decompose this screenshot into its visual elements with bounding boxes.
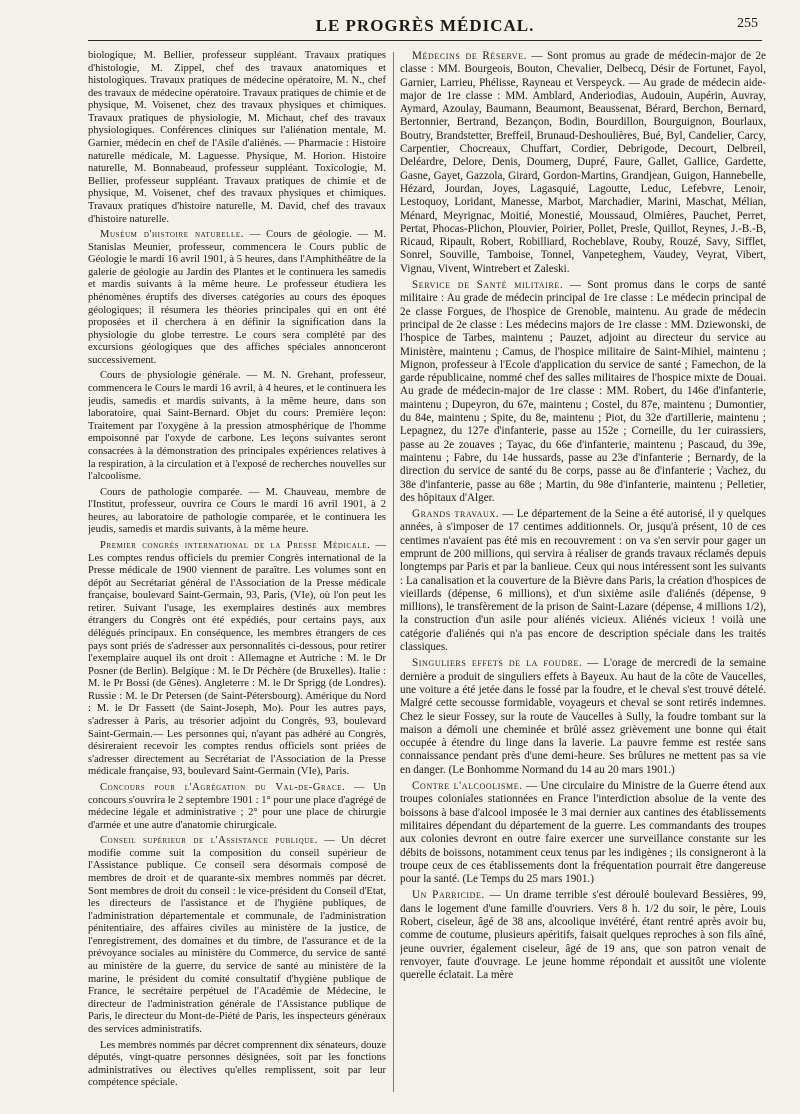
section-heading: Muséum d'histoire naturelle. bbox=[100, 229, 245, 241]
section-heading: Un Parricide. bbox=[412, 889, 485, 902]
article-paragraph: Grands travaux. — Le département de la Seine a été autorisé, il y quelques années, à s'imposer de 17 centimes additionnels. Or, jusqu'à présent, 10 de ces centimes n'avaient pas été mis en recouvrement : on va s'en servir pour gager un emprunt de 200 millions, qui servira à réaliser de grands travaux réclamés depuis longtemps par Paris et par la banlieue. Ceux qui nous intéressent sont les suivants : La canalisation et la couverture de la Bièvre dans Paris, la création d'hospices de vieillards (dépense, 6 millions), et d'un sixième asile d'aliénés (dépense, 9 millions), le transfèrement de la prison de Saint-Lazare (dépense, 4 millions 1/2), la construction d'un asile pour aliénés vicieux. Aliénés vicieux ! voilà une catégorie d'aliénés qui n'a pas encore de description spéciale dans les traités classiques. bbox=[400, 508, 766, 654]
article-paragraph: Premier congrès international de la Presse Médicale. — Les comptes rendus officiels du premier Congrès international de la Presse médicale de 1900 viennent de paraître. Les volumes sont en dépôt au Secrétariat général de l'Association de la Presse médicale française, boulevard Saint-Germain, 93, Paris, (VIe), où l'on peut les retirer. Suivant l'usage, les exemplaires destinés aux membres étrangers du Congrès ont été expédiés, pour certains pays, aux délégués principaux. En conséquence, les membres étrangers de ces pays sont priés de s'adresser aux personnalités ci-dessous, pour retirer l'exemplaire auquel ils ont droit : Allemagne et Autriche : M. le Dr Posner (de Berlin). Belgique : M. le Dr Péchère (de Bruxelles). Italie : M. le Pr Bossi (de Gênes). Angleterre : M. le Dr Sprigg (de Londres). Russie : M. le Dr Petersen (de Saint-Pétersbourg). Amérique du Nord : M. le Dr Fassett (de Saint-Joseph, Mo). Pour les autres pays, s'adresser à Paris, au trésorier adjoint du Congrès, 93, boulevard Saint-Germain.— Les personnes qui, n'ayant pas adhéré au Congrès, désireraient recevoir les comptes rendus officiels sont priées de s'adresser directement au Secrétariat de l'Association de la Presse médicale française, 93, boulevard Saint-Germain (VIe), Paris. bbox=[88, 539, 386, 778]
section-heading: Conseil supérieur de l'Assistance publique. bbox=[100, 835, 319, 847]
section-heading: Grands travaux. bbox=[412, 508, 500, 521]
column-divider bbox=[393, 52, 394, 1092]
section-heading: Service de Santé militaire. bbox=[412, 279, 564, 292]
article-paragraph: Muséum d'histoire naturelle. — Cours de géologie. — M. Stanislas Meunier, professeur, commencera le Cours public de Géologie le mardi 16 avril 1901, à 5 heures, dans l'Amphithéâtre de la galerie de géologie au Jardin des Plantes et le continuera les samedis et mardis suivants à la même heure. Le professeur étudiera les phénomènes éruptifs des diverses catégories au cours des époques géologiques; il résumera les théories principales qui en ont été proposées et il cherchera à en définir la signification dans la physiologie du globe terrestre. Le cours sera complété par des excursions géologiques que des affiches spéciales annonceront successivement. bbox=[88, 229, 386, 366]
article-paragraph: Contre l'alcoolisme. — Une circulaire du Ministre de la Guerre étend aux troupes coloniales stationnées en France l'interdiction absolue de la vente des boissons à base d'alcool imposée le 3 mai dernier aux cantines des établissements militaires dépendant du département de la guerre. Les commandants des troupes aux colonies devront en outre faire exercer une surveillance constante sur les débits de boissons, notamment ceux tenus par les indigènes ; ils consigneront à la troupe ceux de ces établissements dont la fréquentation pourrait être dangereuse pour la santé. (Le Temps du 25 mars 1901.) bbox=[400, 780, 766, 886]
article-paragraph: Cours de physiologie générale. — M. N. Grehant, professeur, commencera le Cours le mardi 16 avril, à 4 heures, et le continuera les jeudis, samedis et mardis suivants, à la même heure, dans son laboratoire, quai Saint-Bernard. Objet du cours: Première leçon: Traitement par l'oxygène à la pression atmosphérique de l'homme empoisonné par l'oxyde de carbone. Les leçons suivantes seront consacrées à la démonstration des principales expériences relatives à la respiration, à la circulation et à l'exposé de recherches nouvelles sur l'alcoolisme. bbox=[88, 370, 386, 483]
article-paragraph: Singuliers effets de la foudre. — L'orage de mercredi de la semaine dernière a produit de singuliers effets à Bayeux. Au haut de la côte de Vaucelles, une voiture a été jetée dans le fossé par la foudre, et le cheval s'est trouvé dételé. Malgré cette secousse formidable, voyageurs et cheval se sont retirés indemnes. Chez le sieur Fossey, sur la route de Vaucelles à Sully, la foudre tombant sur la maison a démoli une cheminée et brûlé assez grièvement une bonne qui était occupée à étendre du linge dans la laverie. La pauvre femme est restée sans connaissance pendant près d'une demi-heure. Ses brûlures ne mettent pas sa vie en danger. (Le Bonhomme Normand du 14 au 20 mars 1901.) bbox=[400, 657, 766, 776]
section-heading: Premier congrès international de la Presse Médicale. bbox=[100, 539, 371, 551]
article-paragraph: Cours de pathologie comparée. — M. Chauveau, membre de l'Institut, professeur, ouvrira ce Cours le mardi 16 avril 1901, à 2 heures, au laboratoire de pathologie comparée, et le continuera les jeudis, samedis et mardis suivants, à la même heure. bbox=[88, 486, 386, 536]
section-heading: Médecins de Réserve. bbox=[412, 50, 527, 62]
section-heading: Singuliers effets de la foudre. bbox=[412, 657, 583, 670]
article-paragraph: biologique, M. Bellier, professeur suppléant. Travaux pratiques d'histologie, M. Zippel, chef des travaux anatomiques et histologiques. Travaux pratiques de médecine opératoire, M. N., chef des travaux de médecine opératoire. Travaux pratiques de chimie et de physique, M. Voisenet, chez des travaux physiques et chimiques. Travaux pratiques de physiologie, M. Michaut, chef des travaux physiologiques. Conférences cliniques sur l'aliénation mentale, M. Garnier, médecin en chef de l'Asile d'aliénés. — Pharmacie : Histoire naturelle médicale, M. Laguesse. Physique, M. Horion. Histoire naturelle, M. Bonnabeaud, professeur suppléant. Toxicologie, M. Bellier, professeur suppléant. Travaux pratiques de chimie et de physique, M. Voisenet, chef des travaux physiques et chimiques. Travaux pratiques d'histoire naturelle, M. David, chef des travaux d'histoire naturelle. bbox=[88, 50, 386, 225]
page-number: 255 bbox=[737, 16, 758, 31]
section-heading: Concours pour l'Agrégation du Val-de-Grace. bbox=[100, 781, 346, 793]
left-column bbox=[88, 50, 386, 1100]
article-paragraph: Conseil supérieur de l'Assistance publique. — Un décret modifie comme suit la composition du conseil supérieur de l'Assistance publique. Ce conseil sera désormais composé de membres de droit et de quarante-six membres nommés par décret. Sont membres de droit du conseil : le vice-président du Conseil d'Etat, les directeurs de l'assistance et de l'hygiène publiques, de l'administration départementale et communale, de l'administration pénitentiaire, des affaires civiles au ministère de la justice, de l'enregistrement, des domaines et du timbre, de l'assurance et de la prévoyance sociales au ministère du Commerce, du service de santé au ministère de la guerre, du service de santé au ministère de la marine, le président du comité consultatif d'hygiène publique de France, le secrétaire perpétuel de l'Académie de Médecine, le directeur de l'administration générale de l'Assistance publique de Paris, le directeur du Mont-de-Piété de Paris, les inspecteurs généraux des services administratifs. bbox=[88, 835, 386, 1035]
article-paragraph: Médecins de Réserve. — Sont promus au grade de médecin-major de 2e classe : MM. Bourgeois, Bouton, Chevalier, Delbecq, Désir de Fortunet, Fayol, Garnier, Larrieu, Phélisse, Rayneau et Verspeyck. — Au grade de médecin aide-major de 1re classe : MM. Amblard, Anderiodias, Audouin, Aupérin, Auvray, Aymard, Azoulay, Baumann, Beaumont, Beaussenat, Bérard, Berchon, Bernard, Bertonnier, Bertrand, Bezançon, Bodin, Bourdillon, Bourguignon, Bourlaux, Boutry, Brandstetter, Breffeil, Brunaud-Deshoulières, Bué, Byl, Candelier, Carcy, Carpentier, Chocreaux, Chuffart, Cordier, Debrigode, Decourt, Delbreil, Deléardre, Delore, Denis, Doumerg, Dupré, Faure, Gallet, Gallice, Gardette, Gasne, Gayet, Gazzola, Girard, Gordon-Martins, Grandjean, Guigon, Hannebelle, Hézard, Jourdan, Joyes, Lagasquié, Lagoutte, Leduc, Lefebvre, Lenoir, Lestoquoy, Loridant, Manesse, Marbot, Marchadier, Marini, Maschat, Mélian, Ménard, Meyrignac, Moitié, Monestié, Moussaud, Olmières, Pauchet, Perret, Pertat, Phocas-Plichon, Plouvier, Poirier, Pollet, Presle, Quillot, Reynes, J.-B.-B, Ricaud, Ripault, Robert, Robilliard, Rocheblave, Rouby, Rouzé, Savy, Sifflet, Sonrel, Souville, Tamboise, Tonnel, Vanpeteghem, Vaudey, Veyrat, Vibert, Vignau, Vivent, Wintrebert et Zaleski. bbox=[400, 50, 766, 275]
page-header bbox=[88, 14, 762, 41]
running-title: LE PROGRÈS MÉDICAL. bbox=[315, 16, 535, 35]
article-paragraph: Concours pour l'Agrégation du Val-de-Grace. — Un concours s'ouvrira le 2 septembre 1901 : 1° pour une place d'agrégé de médecine légale et administrative ; 2° pour une place de chirurgie d'armée et une autre d'anatomie chirurgicale. bbox=[88, 781, 386, 831]
article-paragraph: Service de Santé militaire. — Sont promus dans le corps de santé militaire : Au grade de médecin principal de 1re classe : Le médecin principal de 2e classe Forgues, de l'hospice de Grenoble, maintenu. Au grade de médecin principal de 2e classe : Les médecins majors de 1re classe : MM. Dziewonski, de l'hospice de Tarbes, maintenu ; Pauzet, adjoint au directeur du service au Ministère, maintenu ; Camus, de l'hospice militaire de Saint-Mihiel, maintenu ; Mignon, professeur à l'Ecole d'application du service de santé ; Famechon, de la garde républicaine, nommé chef des salles militaires de l'hospice mixte de Douai. Au grade de médecin-major de 1re classe : MM. Robert, du 146e d'infanterie, maintenu ; Dupeyron, du 67e, maintenu ; Costel, du 87e, maintenu ; Dumontier, du 84e, maintenu ; Spite, du 8e, maintenu ; Piot, du 32e d'artillerie, maintenu ; Lepagnez, du 127e d'infanterie, passe au 152e ; Corneille, du 1er cuirassiers, passe au 2e zouaves ; Tayac, du 66e d'infanterie, maintenu ; Pascaud, du 39e, maintenu ; Fabre, du 14e hussards, passe au 23e d'infanterie ; Bernardy, de la direction du service de santé du 8e corps, passe au 8e d'infanterie ; Vachez, du 38e d'infanterie, passe au 68e ; Martin, du 98e d'infanterie, maintenu ; Pelletier, des hôpitaux d'Alger. bbox=[400, 279, 766, 504]
article-paragraph: Un Parricide. — Un drame terrible s'est déroulé boulevard Bessières, 99, dans le logement d'une famille d'ouvriers. Vers 8 h. 1/2 du soir, le père, Louis Robert, ciseleur, âgé de 38 ans, alcoolique invétéré, étant rentré après avoir bu, comme de coutume, plusieurs apéritifs, faisait quelques reproches à son fils aîné, jeune ouvrier, également ciseleur, âgé de 19 ans, que son patron venait de renvoyer, faute d'ouvrage. Le jeune homme répondait et aussitôt une violente querelle éclatait. La mère bbox=[400, 889, 766, 982]
right-column bbox=[400, 50, 766, 1100]
section-heading: Contre l'alcoolisme. bbox=[412, 780, 523, 793]
article-paragraph: Les membres nommés par décret comprennent dix sénateurs, douze députés, vingt-quatre personnes désignées, soit par les fonctions administratives ou électives qu'elles remplissent, soit par leur compétence spéciale. bbox=[88, 1039, 386, 1089]
